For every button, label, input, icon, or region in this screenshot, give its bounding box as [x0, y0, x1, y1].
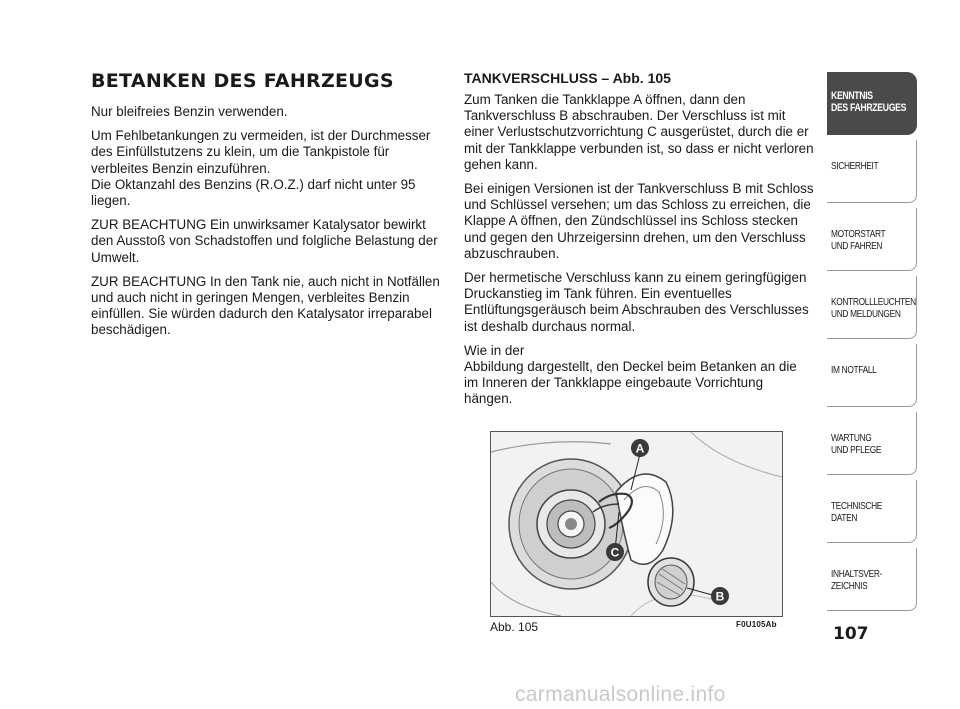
figure-code: F0U105Ab [736, 620, 777, 629]
tab-kenntnis-des-fahrzeuges[interactable] [827, 72, 917, 135]
svg-text:B: B [715, 589, 725, 604]
label-c-badge [606, 543, 624, 561]
tab-motorstart-und-fahren[interactable] [827, 208, 917, 271]
tab-label: KONTROLLLEUCHTEN UND MELDUNGEN [831, 297, 916, 320]
svg-text:C: C [610, 545, 620, 560]
tab-label: IM NOTFALL [831, 365, 877, 376]
paragraph: Wie in der Abbildung dargestellt, den Deckel beim Betanken an die im Inneren der Tankklappe eingebaute Vorrichtung hängen. [464, 342, 797, 407]
page-number: 107 [833, 624, 869, 644]
paragraph: ZUR BEACHTUNG Ein unwirksamer Katalysator bewirkt den Ausstoß von Schadstoffen und folgliche Belastung der Umwelt. [91, 217, 438, 265]
tab-wartung-und-pflege[interactable] [827, 412, 917, 475]
svg-text:A: A [635, 441, 645, 456]
chapter-tabs [827, 72, 917, 616]
tab-label: SICHERHEIT [831, 161, 879, 172]
paragraph: ZUR BEACHTUNG In den Tank nie, auch nicht in Notfällen und auch nicht in geringen Mengen, verbleites Benzin einfüllen. Sie würden dadurch den Katalysator irreparabel beschädigen. [91, 273, 440, 338]
section-title-fuel-cap: TANKVERSCHLUSS – Abb. 105 [464, 70, 671, 86]
tab-im-notfall[interactable] [827, 344, 917, 407]
tab-inhaltsverzeichnis[interactable] [827, 548, 917, 611]
tab-label: TECHNISCHE DATEN [831, 501, 883, 524]
figure-caption: Abb. 105 [490, 620, 539, 634]
tab-sicherheit[interactable] [827, 140, 917, 203]
paragraph: Der hermetische Verschluss kann zu einem geringfügigen Druckanstieg im Tank führen. Ein eventuelles Entlüftungsgeräusch beim Abschrauben des Verschlusses ist deshalb durchaus normal. [464, 270, 809, 334]
label-a-badge [631, 439, 649, 457]
paragraph: Bei einigen Versionen ist der Tankverschluss B mit Schloss und Schlüssel versehen; um das Schloss zu erreichen, die Klappe A öffnen, den Zündschlüssel ins Schloss stecken und gegen den Uhrzeigersinn drehen, um den Verschluss abzuschrauben. [464, 181, 814, 261]
fuel-cap-drawing [491, 432, 782, 616]
tab-kontrollleuchten-und-meldungen[interactable] [827, 276, 917, 339]
paragraph: Um Fehlbetankungen zu vermeiden, ist der Durchmesser des Einfüllstutzens zu klein, um die Tankpistole für verbleites Benzin einzuführen. Die Oktanzahl des Benzins (R.O.Z.) darf nicht unter 95 liegen. [91, 128, 431, 209]
paragraph: Nur bleifreies Benzin verwenden. [91, 104, 288, 119]
left-column [91, 70, 441, 347]
tab-label: INHALTSVER- ZEICHNIS [831, 569, 883, 592]
tab-label: KENNTNIS DES FAHRZEUGES [831, 90, 907, 114]
tab-label: WARTUNG UND PFLEGE [831, 433, 882, 456]
section-title-refueling: BETANKEN DES FAHRZEUGS [91, 70, 394, 92]
watermark: carmanualsonline.info [515, 683, 726, 706]
fuel-cap-illustration [490, 431, 783, 617]
paragraph: Zum Tanken die Tankklappe A öffnen, dann den Tankverschluss B abschrauben. Der Verschluss ist mit einer Verlustschutzvorrichtung C ausgerüstet, durch die er mit der Tankklappe verbunden ist, so dass er nicht verloren gehen kann. [464, 92, 814, 172]
label-b-badge [711, 587, 729, 605]
right-column [464, 70, 814, 416]
tab-label: MOTORSTART UND FAHREN [831, 229, 886, 252]
tab-technische-daten[interactable] [827, 480, 917, 543]
